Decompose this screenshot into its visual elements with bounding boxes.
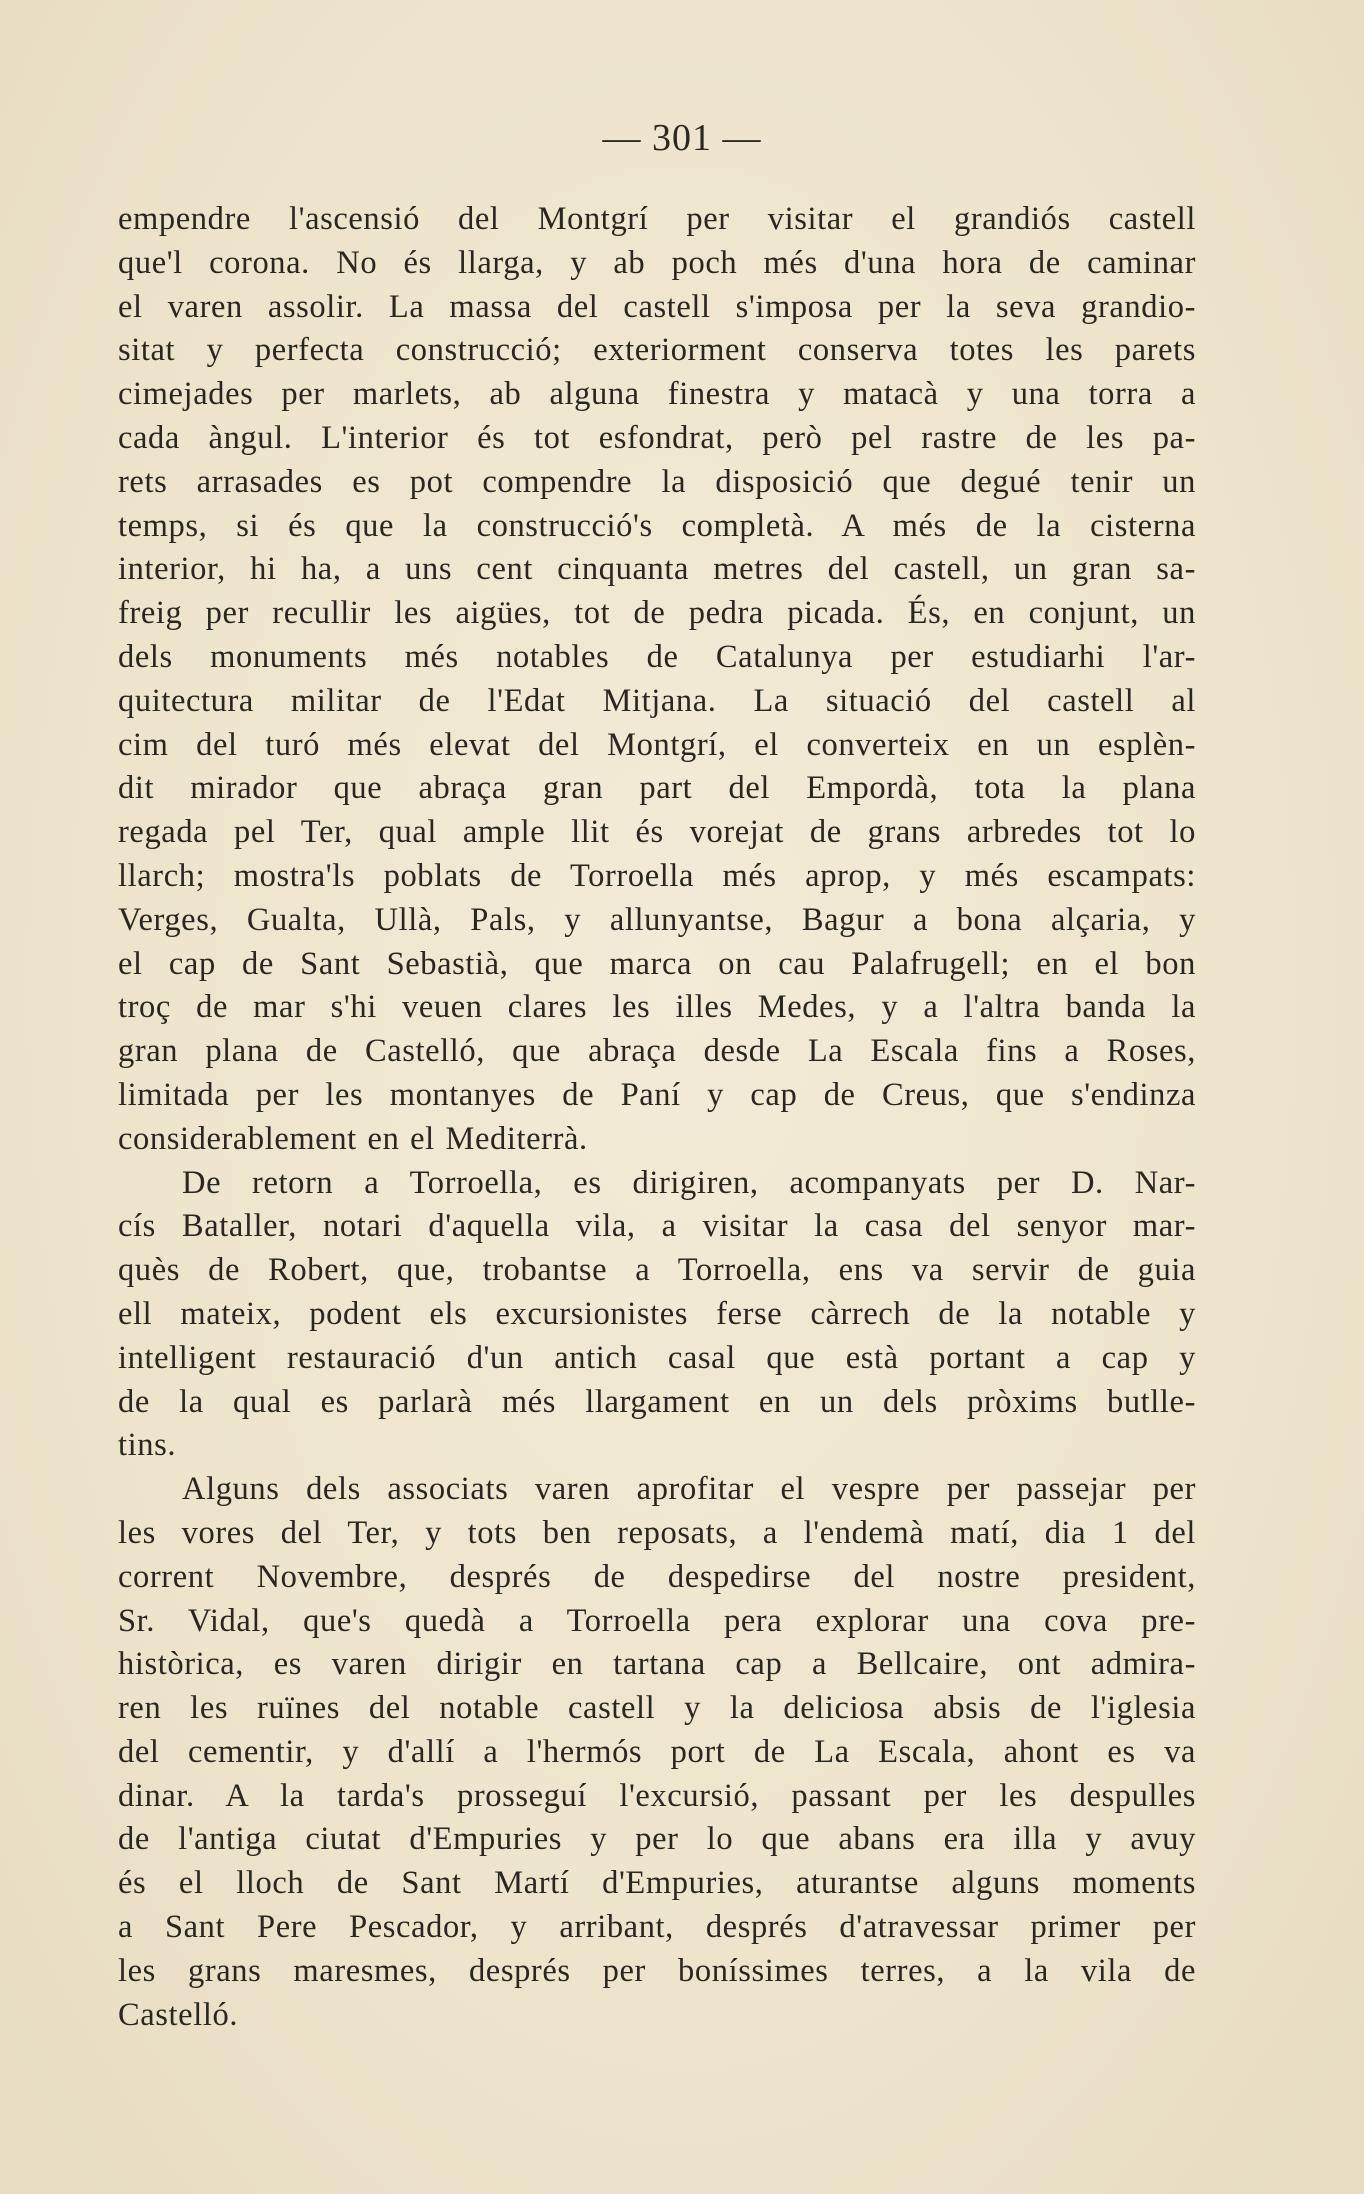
text-line: cimejades per marlets, ab alguna finestra y matacà y una torra a [118,376,1196,413]
text-line: limitada per les montanyes de Paní y cap de Creus, que s'endinza [118,1076,1196,1113]
text-line: les grans maresmes, després per boníssimes terres, a la vila de [118,1952,1196,1989]
text-line: Verges, Gualta, Ullà, Pals, y allunyantse, Bagur a bona alçaria, y [118,901,1196,938]
text-line: de la qual es parlarà més llargament en un dels pròxims butlle- [118,1383,1196,1420]
text-line: quitectura militar de l'Edat Mitjana. La situació del castell al [118,682,1196,719]
body-text [118,198,1196,2037]
text-line: corrent Novembre, després de despedirse del nostre president, [118,1558,1196,1595]
text-line: el cap de Sant Sebastià, que marca on cau Palafrugell; en el bon [118,945,1196,982]
text-line: Sr. Vidal, que's quedà a Torroella pera explorar una cova pre- [118,1602,1196,1639]
text-line-paragraph-end: considerablement en el Mediterrà. [118,1120,588,1157]
text-line-paragraph-end: Castelló. [118,1996,239,2033]
text-line: interior, hi ha, a uns cent cinquanta metres del castell, un gran sa- [118,551,1196,588]
text-line: cim del turó més elevat del Montgrí, el converteix en un esplèn- [118,726,1196,763]
text-line: a Sant Pere Pescador, y arribant, després d'atravessar primer per [118,1909,1196,1946]
text-line: és el lloch de Sant Martí d'Empuries, aturantse alguns moments [118,1865,1196,1902]
text-line: intelligent restauració d'un antich casal que està portant a cap y [118,1339,1196,1376]
text-line: llarch; mostra'ls poblats de Torroella més aprop, y més escampats: [118,857,1196,894]
text-line-paragraph-start: De retorn a Torroella, es dirigiren, acompanyats per D. Nar- [182,1164,1196,1201]
text-line: rets arrasades es pot compendre la disposició que degué tenir un [118,463,1196,500]
text-line-paragraph-end: tins. [118,1427,177,1464]
text-line: troç de mar s'hi veuen clares les illes Medes, y a l'altra banda la [118,989,1196,1026]
text-line: empendre l'ascensió del Montgrí per visitar el grandiós castell [118,201,1196,237]
text-line: cís Bataller, notari d'aquella vila, a visitar la casa del senyor mar- [118,1208,1196,1245]
text-line: cada àngul. L'interior és tot esfondrat, però pel rastre de les pa- [118,419,1196,456]
text-line: històrica, es varen dirigir en tartana cap a Bellcaire, ont admira- [118,1646,1196,1683]
text-line: gran plana de Castelló, que abraça desde La Escala fins a Roses, [118,1033,1196,1070]
text-line: les vores del Ter, y tots ben reposats, a l'endemà matí, dia 1 del [118,1514,1196,1551]
text-line: freig per recullir les aigües, tot de pedra picada. És, en conjunt, un [118,595,1196,632]
page-number: — 301 — [602,117,762,159]
text-line: ren les ruïnes del notable castell y la deliciosa absis de l'iglesia [118,1690,1196,1727]
text-line: que'l corona. No és llarga, y ab poch més d'una hora de caminar [118,244,1196,281]
text-line: dit mirador que abraça gran part del Empordà, tota la plana [118,770,1196,807]
text-line: temps, si és que la construcció's completà. A més de la cisterna [118,507,1196,544]
text-line: quès de Robert, que, trobantse a Torroella, ens va servir de guia [118,1252,1196,1289]
text-line: ell mateix, podent els excursionistes ferse càrrech de la notable y [118,1295,1196,1332]
text-line: el varen assolir. La massa del castell s'imposa per la seva grandio- [118,288,1196,325]
text-line: regada pel Ter, qual ample llit és vorejat de grans arbredes tot lo [118,814,1196,851]
text-line: sitat y perfecta construcció; exteriorment conserva totes les parets [118,332,1196,369]
text-line: de l'antiga ciutat d'Empuries y per lo que abans era illa y avuy [118,1821,1196,1858]
text-line: dels monuments més notables de Catalunya per estudiarhi l'ar- [118,638,1196,675]
text-line: dinar. A la tarda's prosseguí l'excursió, passant per les despulles [118,1777,1196,1814]
text-line: del cementir, y d'allí a l'hermós port de La Escala, ahont es va [118,1733,1196,1770]
text-line-paragraph-start: Alguns dels associats varen aprofitar el vespre per passejar per [182,1471,1196,1508]
